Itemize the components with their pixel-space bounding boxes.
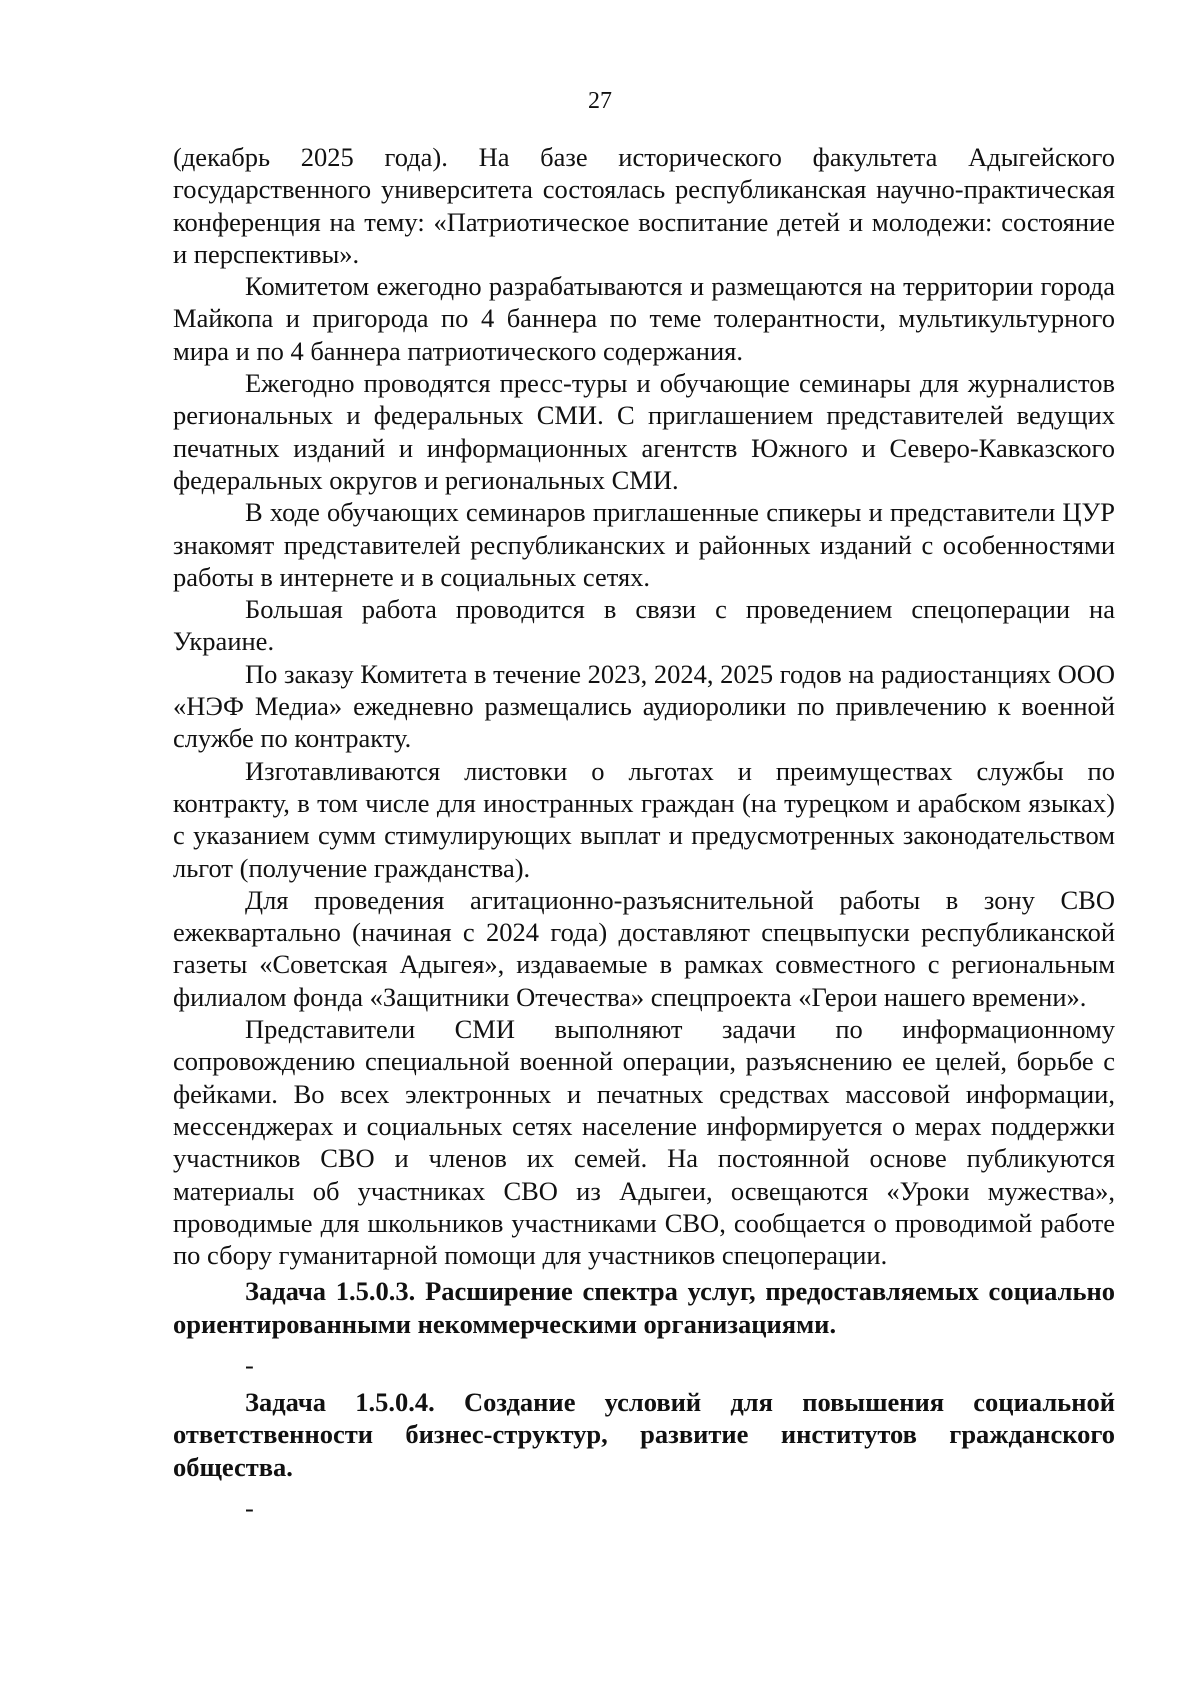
task-heading-1503: Задача 1.5.0.3. Расширение спектра услуг, предоставляемых социально ориентированными некоммерческими организациями. xyxy=(173,1276,1115,1339)
paragraph-newspaper-delivery: Для проведения агитационно-разъяснительной работы в зону СВО ежеквартально (начиная с 2024 года) доставляют спецвыпуски республиканской газеты «Советская Адыгея», издаваемые в рамках совместного с региональным филиалом фонда «Защитники Отечества» спецпроекта «Герои нашего времени». xyxy=(173,884,1115,1012)
paragraph-media-support: Представители СМИ выполняют задачи по информационному сопровождению специальной военной операции, разъяснению ее целей, борьбе с фейками. Во всех электронных и печатных средствах массовой информации, мессенджерах и социальных сетях население информируется о мерах поддержки участников СВО и членов их семей. На постоянной основе публикуются материалы об участниках СВО из Адыгеи, освещаются «Уроки мужества», проводимые для школьников участниками СВО, сообщается о проводимой работе по сбору гуманитарной помощи для участников спецоперации. xyxy=(173,1014,1115,1271)
task-content-1503: - xyxy=(245,1349,254,1380)
paragraph-seminars: В ходе обучающих семинаров приглашенные спикеры и представители ЦУР знакомят представителей республиканских и районных изданий с особенностями работы в интернете и в социальных сетях. xyxy=(173,497,1115,592)
spacer xyxy=(173,1340,1115,1348)
spacer xyxy=(173,1483,1115,1491)
document-body xyxy=(173,141,1115,1525)
paragraph-special-operation: Большая работа проводится в связи с проведением спецоперации на Украине. xyxy=(173,594,1115,657)
page-number: 27 xyxy=(588,88,612,114)
paragraph-banners: Комитетом ежегодно разрабатываются и размещаются на территории города Майкопа и пригорода по 4 баннера по теме толерантности, мультикультурного мира и по 4 баннера патриотического содержания. xyxy=(173,271,1115,366)
paragraph-radio-ads: По заказу Комитета в течение 2023, 2024, 2025 годов на радиостанциях ООО «НЭФ Медиа» ежедневно размещались аудиоролики по привлечению к военной службе по контракту. xyxy=(173,658,1115,754)
paragraph-press-tours: Ежегодно проводятся пресс-туры и обучающие семинары для журналистов региональных и федеральных СМИ. С приглашением представителей ведущих печатных изданий и информационных агентств Южного и Северо-Кавказского федеральных округов и региональных СМИ. xyxy=(173,368,1115,495)
task-heading-1504: Задача 1.5.0.4. Создание условий для повышения социальной ответственности бизнес-структур, развитие институтов гражданского общества. xyxy=(173,1386,1115,1482)
task-content-1504: - xyxy=(245,1492,254,1523)
paragraph-leaflets: Изготавливаются листовки о льготах и преимуществах службы по контракту, в том числе для иностранных граждан (на турецком и арабском языках) с указанием сумм стимулирующих выплат и предусмотренных законодательством льгот (получение гражданства). xyxy=(173,755,1115,883)
paragraph-continuation: (декабрь 2025 года). На базе исторического факультета Адыгейского государственного университета состоялась республиканская научно-практическая конференция на тему: «Патриотическое воспитание детей и молодежи: состояние и перспективы». xyxy=(173,142,1115,269)
